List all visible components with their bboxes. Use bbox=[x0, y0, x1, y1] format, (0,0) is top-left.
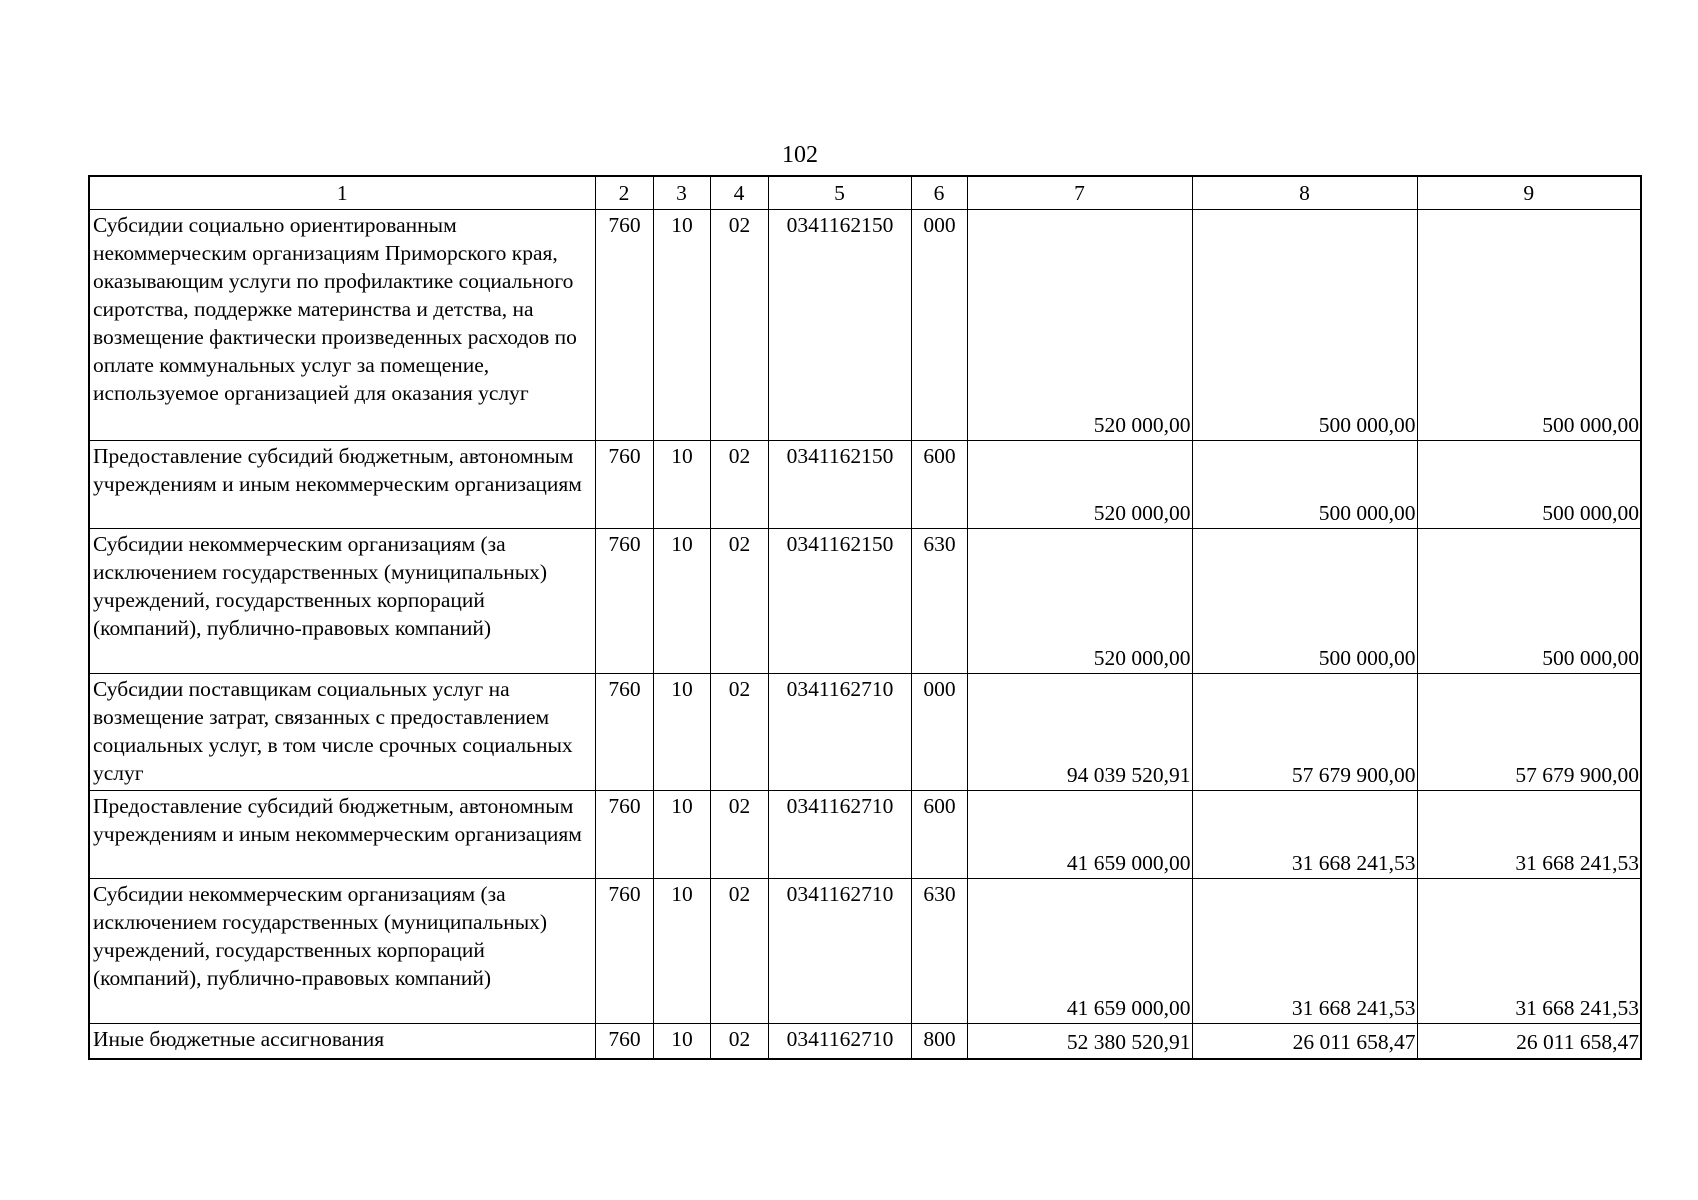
amount-col9: 57 679 900,00 bbox=[1417, 674, 1641, 791]
budget-table bbox=[88, 175, 1642, 1060]
code-csr: 0341162150 bbox=[768, 210, 911, 441]
amount-col9: 500 000,00 bbox=[1417, 441, 1641, 529]
row-name: Предоставление субсидий бюджетным, автономным учреждениям и иным некоммерческим организациям bbox=[89, 441, 595, 529]
header-cell: 7 bbox=[967, 176, 1192, 210]
code-vr: 600 bbox=[911, 791, 967, 879]
amount-col7: 520 000,00 bbox=[967, 210, 1192, 441]
table-row bbox=[89, 791, 1641, 879]
code-rz: 10 bbox=[653, 1024, 710, 1059]
code-pr: 02 bbox=[710, 441, 768, 529]
code-ved: 760 bbox=[595, 529, 653, 674]
amount-col8: 500 000,00 bbox=[1192, 529, 1417, 674]
header-row bbox=[89, 176, 1641, 210]
header-cell: 8 bbox=[1192, 176, 1417, 210]
table-row bbox=[89, 210, 1641, 441]
page-number: 102 bbox=[782, 142, 818, 168]
code-rz: 10 bbox=[653, 529, 710, 674]
amount-col7: 520 000,00 bbox=[967, 441, 1192, 529]
code-csr: 0341162710 bbox=[768, 879, 911, 1024]
amount-col8: 57 679 900,00 bbox=[1192, 674, 1417, 791]
amount-col8: 500 000,00 bbox=[1192, 210, 1417, 441]
amount-col8: 500 000,00 bbox=[1192, 441, 1417, 529]
amount-col8: 31 668 241,53 bbox=[1192, 791, 1417, 879]
code-pr: 02 bbox=[710, 1024, 768, 1059]
amount-col9: 500 000,00 bbox=[1417, 529, 1641, 674]
code-rz: 10 bbox=[653, 879, 710, 1024]
table-row bbox=[89, 1024, 1641, 1059]
code-csr: 0341162150 bbox=[768, 441, 911, 529]
code-vr: 630 bbox=[911, 879, 967, 1024]
table-row bbox=[89, 529, 1641, 674]
code-vr: 000 bbox=[911, 210, 967, 441]
row-name: Субсидии некоммерческим организациям (за исключением государственных (муниципальных) учреждений, государственных корпораций (компаний), публично-правовых компаний) bbox=[89, 879, 595, 1024]
amount-col7: 41 659 000,00 bbox=[967, 791, 1192, 879]
code-ved: 760 bbox=[595, 674, 653, 791]
header-cell: 5 bbox=[768, 176, 911, 210]
header-cell: 3 bbox=[653, 176, 710, 210]
code-pr: 02 bbox=[710, 210, 768, 441]
code-ved: 760 bbox=[595, 441, 653, 529]
row-name: Иные бюджетные ассигнования bbox=[89, 1024, 595, 1059]
code-csr: 0341162150 bbox=[768, 529, 911, 674]
amount-col9: 500 000,00 bbox=[1417, 210, 1641, 441]
code-vr: 000 bbox=[911, 674, 967, 791]
code-pr: 02 bbox=[710, 529, 768, 674]
code-vr: 600 bbox=[911, 441, 967, 529]
code-ved: 760 bbox=[595, 791, 653, 879]
code-ved: 760 bbox=[595, 879, 653, 1024]
code-rz: 10 bbox=[653, 791, 710, 879]
header-cell: 2 bbox=[595, 176, 653, 210]
code-pr: 02 bbox=[710, 674, 768, 791]
table-row bbox=[89, 441, 1641, 529]
code-csr: 0341162710 bbox=[768, 674, 911, 791]
amount-col9: 26 011 658,47 bbox=[1417, 1024, 1641, 1059]
row-name: Субсидии некоммерческим организациям (за исключением государственных (муниципальных) учреждений, государственных корпораций (компаний), публично-правовых компаний) bbox=[89, 529, 595, 674]
code-rz: 10 bbox=[653, 210, 710, 441]
header-cell: 4 bbox=[710, 176, 768, 210]
code-vr: 630 bbox=[911, 529, 967, 674]
amount-col7: 94 039 520,91 bbox=[967, 674, 1192, 791]
code-ved: 760 bbox=[595, 210, 653, 441]
header-cell: 9 bbox=[1417, 176, 1641, 210]
amount-col8: 26 011 658,47 bbox=[1192, 1024, 1417, 1059]
code-csr: 0341162710 bbox=[768, 1024, 911, 1059]
row-name: Субсидии поставщикам социальных услуг на возмещение затрат, связанных с предоставлением социальных услуг, в том числе срочных социальных услуг bbox=[89, 674, 595, 791]
amount-col7: 52 380 520,91 bbox=[967, 1024, 1192, 1059]
table-row bbox=[89, 879, 1641, 1024]
code-rz: 10 bbox=[653, 674, 710, 791]
amount-col7: 41 659 000,00 bbox=[967, 879, 1192, 1024]
row-name: Субсидии социально ориентированным некоммерческим организациям Приморского края, оказывающим услуги по профилактике социального сиротства, поддержке материнства и детства, на возмещение фактически произведенных расходов по оплате коммунальных услуг за помещение, используемое организацией для оказания услуг bbox=[89, 210, 595, 441]
code-pr: 02 bbox=[710, 791, 768, 879]
header-cell: 6 bbox=[911, 176, 967, 210]
code-ved: 760 bbox=[595, 1024, 653, 1059]
amount-col9: 31 668 241,53 bbox=[1417, 791, 1641, 879]
amount-col7: 520 000,00 bbox=[967, 529, 1192, 674]
table-row bbox=[89, 674, 1641, 791]
row-name: Предоставление субсидий бюджетным, автономным учреждениям и иным некоммерческим организациям bbox=[89, 791, 595, 879]
code-pr: 02 bbox=[710, 879, 768, 1024]
amount-col8: 31 668 241,53 bbox=[1192, 879, 1417, 1024]
code-csr: 0341162710 bbox=[768, 791, 911, 879]
header-cell: 1 bbox=[89, 176, 595, 210]
code-vr: 800 bbox=[911, 1024, 967, 1059]
code-rz: 10 bbox=[653, 441, 710, 529]
amount-col9: 31 668 241,53 bbox=[1417, 879, 1641, 1024]
